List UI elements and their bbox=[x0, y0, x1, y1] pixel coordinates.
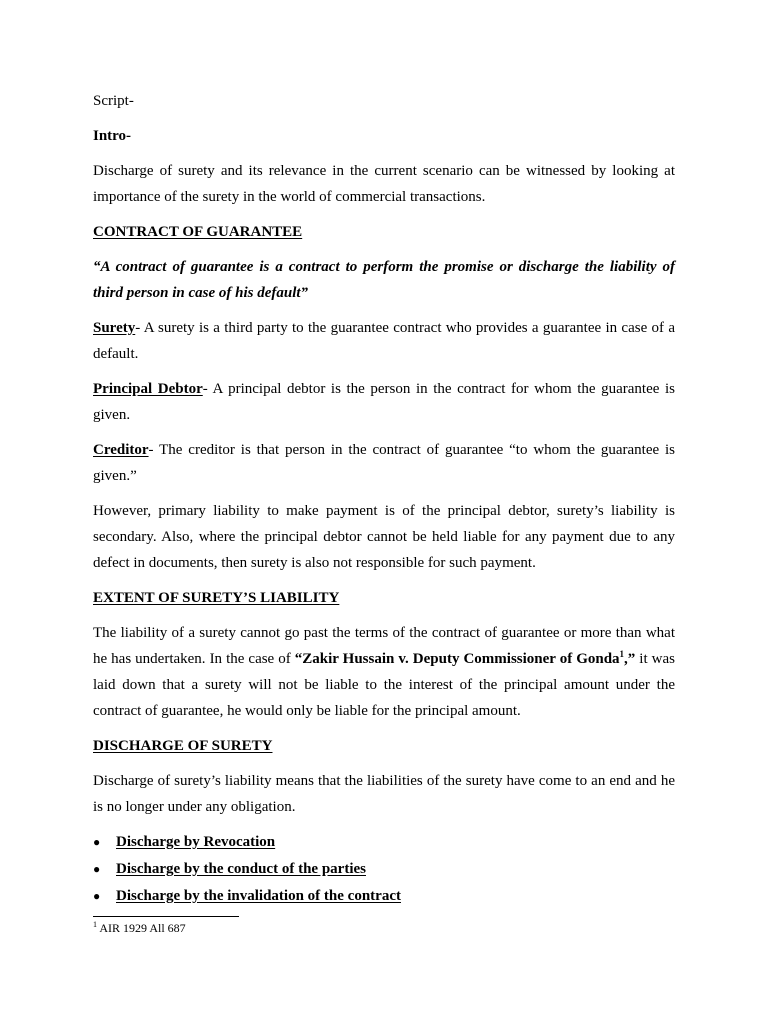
footnote-text: AIR 1929 All 687 bbox=[97, 921, 186, 935]
principal-debtor-term: Principal Debtor bbox=[93, 381, 203, 397]
list-item bbox=[93, 883, 675, 910]
creditor-term: Creditor bbox=[93, 442, 149, 458]
extent-paragraph bbox=[93, 620, 675, 724]
contract-of-guarantee-heading: CONTRACT OF GUARANTEE bbox=[93, 224, 303, 240]
bullet-icon: ● bbox=[93, 835, 101, 849]
extent-text-before: The liability of a surety cannot go past the terms of the contract of guarantee or more than what he has undertaken. In the case of bbox=[93, 625, 675, 667]
discharge-modes-list bbox=[93, 829, 675, 910]
discharge-paragraph: Discharge of surety’s liability means that the liabilities of the surety have come to an end and he is no longer under any obligation. bbox=[93, 773, 675, 815]
extent-of-liability-heading: EXTENT OF SURETY’S LIABILITY bbox=[93, 590, 340, 606]
case-name: “Zakir Hussain v. Deputy Commissioner of Gonda bbox=[294, 651, 620, 667]
footnote-separator bbox=[93, 916, 239, 917]
footnote-reference: 1 bbox=[619, 649, 625, 659]
list-item-label: Discharge by Revocation bbox=[116, 834, 276, 850]
surety-term: Surety bbox=[93, 320, 136, 336]
bullet-icon: ● bbox=[93, 889, 101, 903]
list-item bbox=[93, 829, 675, 856]
intro-paragraph: Discharge of surety and its relevance in the current scenario can be witnessed by looking at importance of the surety in the world of commercial transactions. bbox=[93, 163, 675, 205]
surety-definition bbox=[93, 315, 675, 367]
case-name-close: ,” bbox=[624, 651, 636, 667]
surety-text: - A surety is a third party to the guarantee contract who provides a guarantee in case of a default. bbox=[93, 320, 675, 362]
discharge-of-surety-heading: DISCHARGE OF SURETY bbox=[93, 738, 273, 754]
intro-label: Intro- bbox=[93, 128, 132, 144]
creditor-text: - The creditor is that person in the contract of guarantee “to whom the guarantee is given.” bbox=[93, 442, 675, 484]
list-item-label: Discharge by the conduct of the parties bbox=[116, 861, 366, 877]
list-item-label: Discharge by the invalidation of the contract bbox=[116, 888, 401, 904]
principal-debtor-definition bbox=[93, 376, 675, 428]
bullet-icon: ● bbox=[93, 862, 101, 876]
script-label: Script- bbox=[93, 93, 134, 109]
footnote bbox=[93, 921, 186, 935]
extent-text-after: it was laid down that a surety will not be liable to the interest of the principal amount under the contract of guarantee, he would only be liable for the principal amount. bbox=[93, 651, 675, 719]
footnote-mark: 1 bbox=[93, 920, 97, 929]
list-item bbox=[93, 856, 675, 883]
principal-debtor-text: - A principal debtor is the person in the contract for whom the guarantee is given. bbox=[93, 381, 675, 423]
liability-paragraph: However, primary liability to make payment is of the principal debtor, surety’s liability is secondary. Also, where the principal debtor cannot be held liable for any payment due to any defect in documents, then surety is also not responsible for such payment. bbox=[93, 503, 675, 571]
definition-quote: “A contract of guarantee is a contract to perform the promise or discharge the liability of third person in case of his default” bbox=[93, 259, 675, 301]
document-body bbox=[93, 88, 675, 910]
creditor-definition bbox=[93, 437, 675, 489]
